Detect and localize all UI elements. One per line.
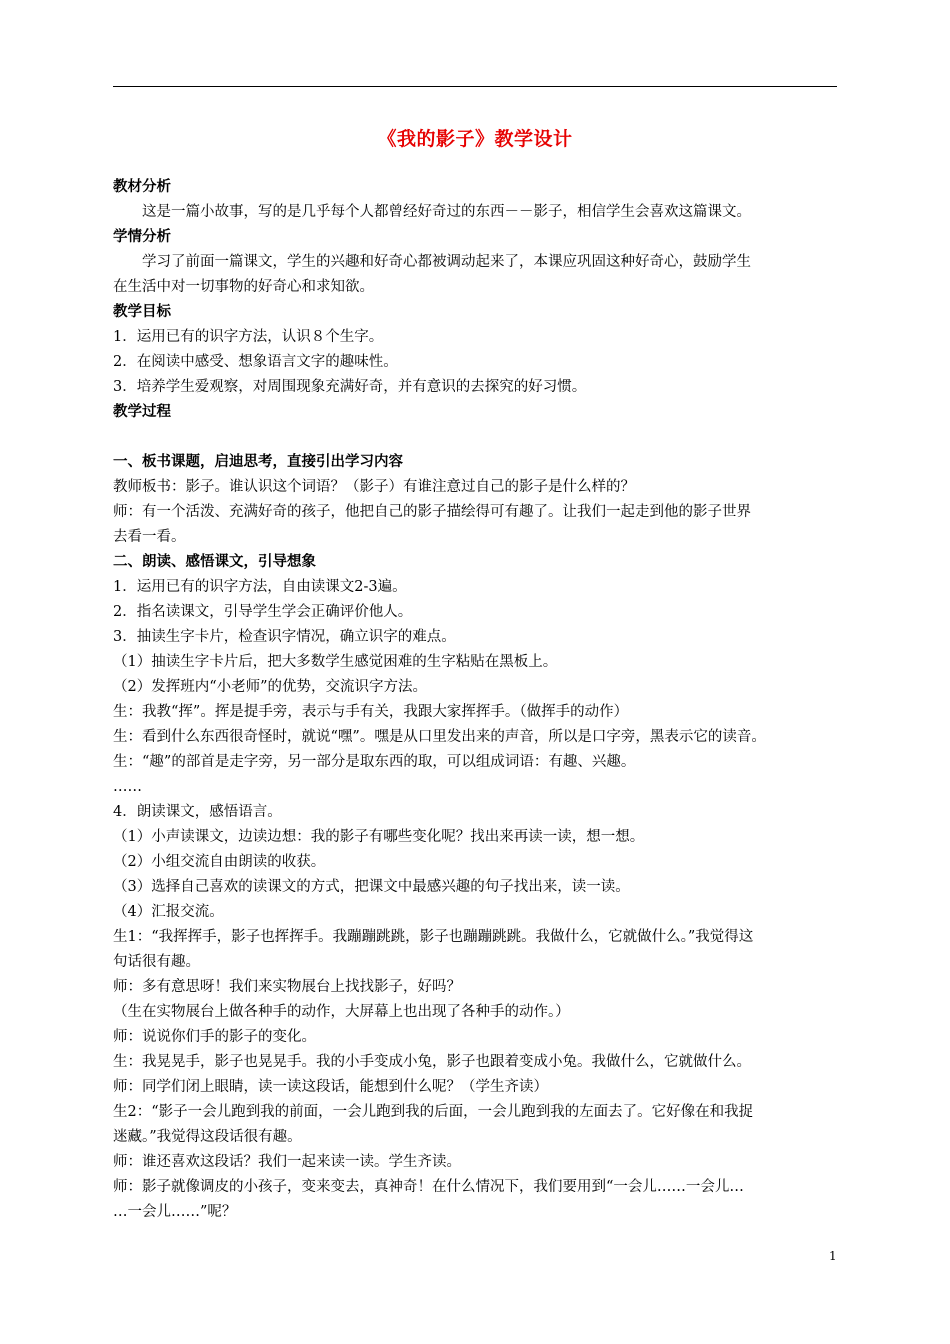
page-number: 1: [829, 1249, 837, 1263]
body-line: 4．朗读课文，感悟语言。: [113, 804, 282, 820]
body-line: 3．培养学生爱观察，对周围现象充满好奇，并有意识的去探究的好习惯。: [113, 379, 587, 395]
body-line: 句话很有趣。: [113, 954, 200, 970]
body-line: 师：同学们闭上眼睛，读一读这段话，能想到什么呢？（学生齐读）: [113, 1079, 548, 1095]
section-heading: 一、板书课题，启迪思考，直接引出学习内容: [113, 454, 403, 470]
body-line: 这是一篇小故事，写的是几乎每个人都曾经好奇过的东西－－影子，相信学生会喜欢这篇课文。: [142, 204, 751, 220]
section-heading: 教材分析: [113, 179, 171, 195]
body-line: （1）抽读生字卡片后，把大多数学生感觉困难的生字粘贴在黑板上。: [113, 654, 558, 670]
body-line: 迷藏。”我觉得这段话很有趣。: [113, 1129, 302, 1145]
section-heading: 教学目标: [113, 304, 171, 320]
section-heading: 教学过程: [113, 404, 171, 420]
body-line: （3）选择自己喜欢的读课文的方式，把课文中最感兴趣的句子找出来，读一读。: [113, 879, 630, 895]
body-line: 教师板书：影子。谁认识这个词语？（影子）有谁注意过自己的影子是什么样的？: [113, 479, 635, 495]
body-line: 2．在阅读中感受、想象语言文字的趣味性。: [113, 354, 398, 370]
body-line: 师：多有意思呀！我们来实物展台上找找影子，好吗？: [113, 979, 461, 995]
body-line: 1．运用已有的识字方法，自由读课文2-3遍。: [113, 579, 407, 595]
body-line: …一会儿……”呢？: [113, 1204, 237, 1220]
body-line: 生：“趣”的部首是走字旁，另一部分是取东西的取，可以组成词语：有趣、兴趣。: [113, 754, 636, 770]
body-line: 生：看到什么东西很奇怪时，就说“嘿”。嘿是从口里发出来的声音，所以是口字旁，黑表示它的读音。: [113, 729, 766, 745]
header-rule: [113, 86, 837, 87]
document-body: [113, 175, 840, 1225]
body-line: ……: [113, 779, 142, 795]
document-title: 《我的影子》教学设计: [377, 128, 573, 150]
body-line: 师：有一个活泼、充满好奇的孩子，他把自己的影子描绘得可有趣了。让我们一起走到他的影子世界: [113, 504, 751, 520]
body-line: （生在实物展台上做各种手的动作，大屏幕上也出现了各种手的动作。）: [113, 1004, 570, 1020]
body-line: 师：谁还喜欢这段话？我们一起来读一读。学生齐读。: [113, 1154, 461, 1170]
body-line: 3．抽读生字卡片，检查识字情况，确立识字的难点。: [113, 629, 456, 645]
section-heading: 学情分析: [113, 229, 171, 245]
body-line: （1）小声读课文，边读边想：我的影子有哪些变化呢？找出来再读一读，想一想。: [113, 829, 645, 845]
blank-line: [113, 425, 840, 450]
body-line: 生2：“影子一会儿跑到我的前面，一会儿跑到我的后面，一会儿跑到我的左面去了。它好像在和我捉: [113, 1104, 754, 1120]
body-line: 师：影子就像调皮的小孩子，变来变去，真神奇！在什么情况下，我们要用到“一会儿……一会儿…: [113, 1179, 744, 1195]
body-line: 1．运用已有的识字方法，认识８个生字。: [113, 329, 384, 345]
body-line: 生：我教“挥”。挥是提手旁，表示与手有关，我跟大家挥挥手。（做挥手的动作）: [113, 704, 629, 720]
body-line: 去看一看。: [113, 529, 186, 545]
section-heading: 二、朗读、感悟课文，引导想象: [113, 554, 316, 570]
body-line: 师：说说你们手的影子的变化。: [113, 1029, 316, 1045]
body-line: （2）小组交流自由朗读的收获。: [113, 854, 326, 870]
body-line: 2．指名读课文，引导学生学会正确评价他人。: [113, 604, 413, 620]
body-line: 学习了前面一篇课文，学生的兴趣和好奇心都被调动起来了，本课应巩固这种好奇心，鼓励学生: [142, 254, 751, 270]
body-line: 生：我晃晃手，影子也晃晃手。我的小手变成小兔，影子也跟着变成小兔。我做什么，它就做什么。: [113, 1054, 751, 1070]
body-line: 生1：“我挥挥手，影子也挥挥手。我蹦蹦跳跳，影子也蹦蹦跳跳。我做什么，它就做什么。”我觉得这: [113, 929, 754, 945]
body-line: 在生活中对一切事物的好奇心和求知欲。: [113, 279, 374, 295]
body-line: （2）发挥班内“小老师”的优势，交流识字方法。: [113, 679, 428, 695]
body-line: （4）汇报交流。: [113, 904, 224, 920]
